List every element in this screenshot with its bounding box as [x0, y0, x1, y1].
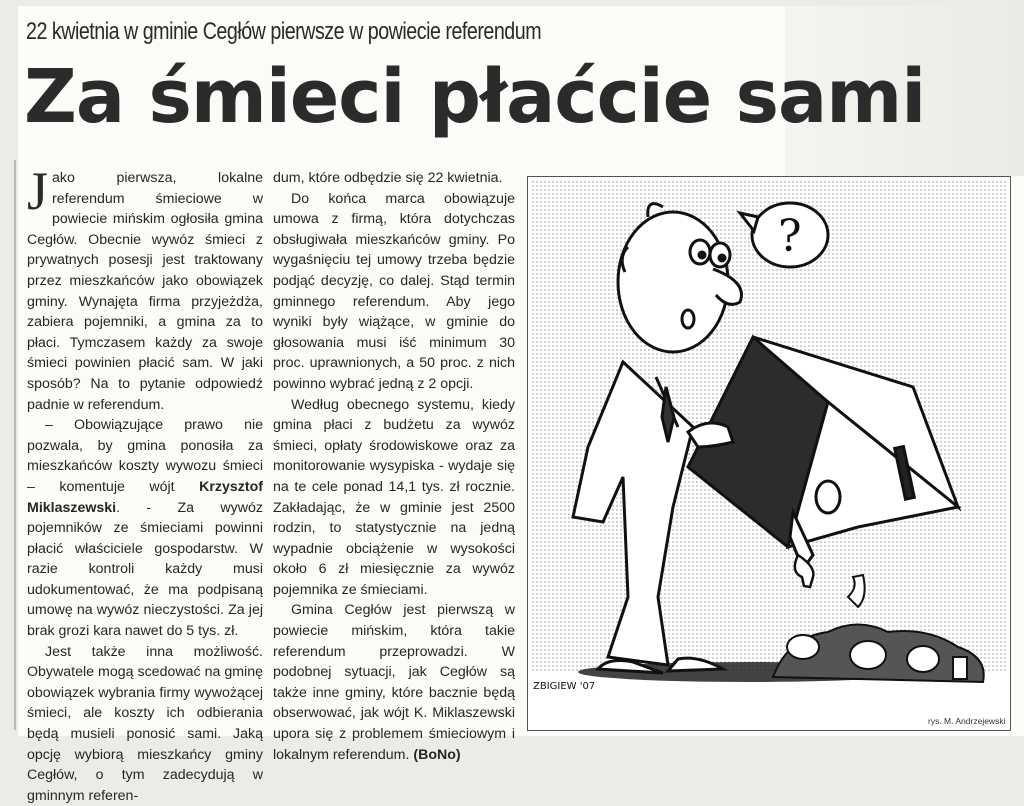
illustration-credit: rys. M. Andrzejewski	[928, 716, 1006, 726]
article-column-1	[27, 161, 263, 806]
paragraph-3: Jest także inna możliwość. Obywatele mogą scedować na gminę obowiązek wybrania firmy wywożącej śmieci, ale koszty ich odbierania będą musieli ponosić sami. Jaką opcję wybiorą mieszkańcy gminy Cegłów, o tym zadecydują w gminnym referen-	[27, 643, 263, 804]
cartoon-illustration	[527, 176, 1011, 731]
paragraph-1: ako pierwsza, lokalne referendum śmieciowe w powiecie mińskim ogłosiła gmina Cegłów. Obecnie wywóz śmieci z prywatnych posesji jest traktowany przez mieszkańców jako obowiązek gminy. Wynajęta firma przyjeżdża, zabiera pojemniki, a gmina za to płaci. Tymczasem każdy za swoje śmieci powinien płacić sam. W jaki sposób? Na to pytanie odpowiedź padnie w referendum.	[27, 170, 263, 413]
paragraph-6: Według obecnego systemu, kiedy gmina płaci z budżetu za wywóz śmieci, opłaty środowiskowe oraz za monitorowanie wysypiska - wydaje się na te cele ponad 14,1 tys. zł rocznie. Zakładając, że w gminie jest 2500 rodzin, to statystycznie na jedną wypadnie obciążenie w wysokości około 6 zł miesięcznie za wywóz pojemnika ze śmieciami.	[273, 396, 515, 598]
article-column-2	[273, 168, 515, 765]
article-kicker: 22 kwietnia w gminie Cegłów pierwsze w powiecie referendum	[26, 18, 542, 45]
paragraph-7: Gmina Cegłów jest pierwszą w powiecie mińskim, która takie referendum przeprowadzi. W podobnej sytuacji, jak Cegłów są także inne gminy, które bacznie będą obserwować, jak wójt K. Miklaszewski upora się z problemem śmieciowym i lokalnym referendum. (BoNo)	[273, 602, 515, 763]
paragraph-5: Do końca marca obowiązuje umowa z firmą, która dotychczas obsługiwała mieszkańców gminy. Po wygaśnięciu tej umowy trzeba będzie podjąć decyzję, co dalej. Stąd termin gminnego referendum. Aby jego wyniki były wiążące, w gminie do głosowania musi iść minimum 30 proc. uprawnionych, a 50 proc. z nich powinno wybrać jedną z 2 opcji.	[273, 190, 515, 392]
official-name: Krzysztof Miklaszewski	[27, 478, 263, 516]
question-mark: ?	[778, 211, 802, 262]
drop-cap: J	[27, 161, 49, 221]
article-headline: Za śmieci płaćcie sami	[24, 54, 926, 140]
column-rule	[14, 160, 16, 730]
author-signature: (BoNo)	[413, 746, 461, 763]
artist-signature: ZBIGIEW '07	[533, 681, 596, 692]
paragraph-2: – Obowiązujące prawo nie pozwala, by gmina ponosiła za mieszkańców koszty wywozu śmieci – komentuje wójt Krzysztof Miklaszewski. - Za wywóz pojemników ze śmieciami powinni płacić właściciele gospodarstw. W razie kontroli każdy musi udokumentować, że ma podpisaną umowę na wywóz nieczystości. Za jej brak grozi kara nawet do 5 tys. zł.	[27, 417, 263, 640]
paragraph-4: dum, które odbędzie się 22 kwietnia.	[273, 170, 503, 186]
